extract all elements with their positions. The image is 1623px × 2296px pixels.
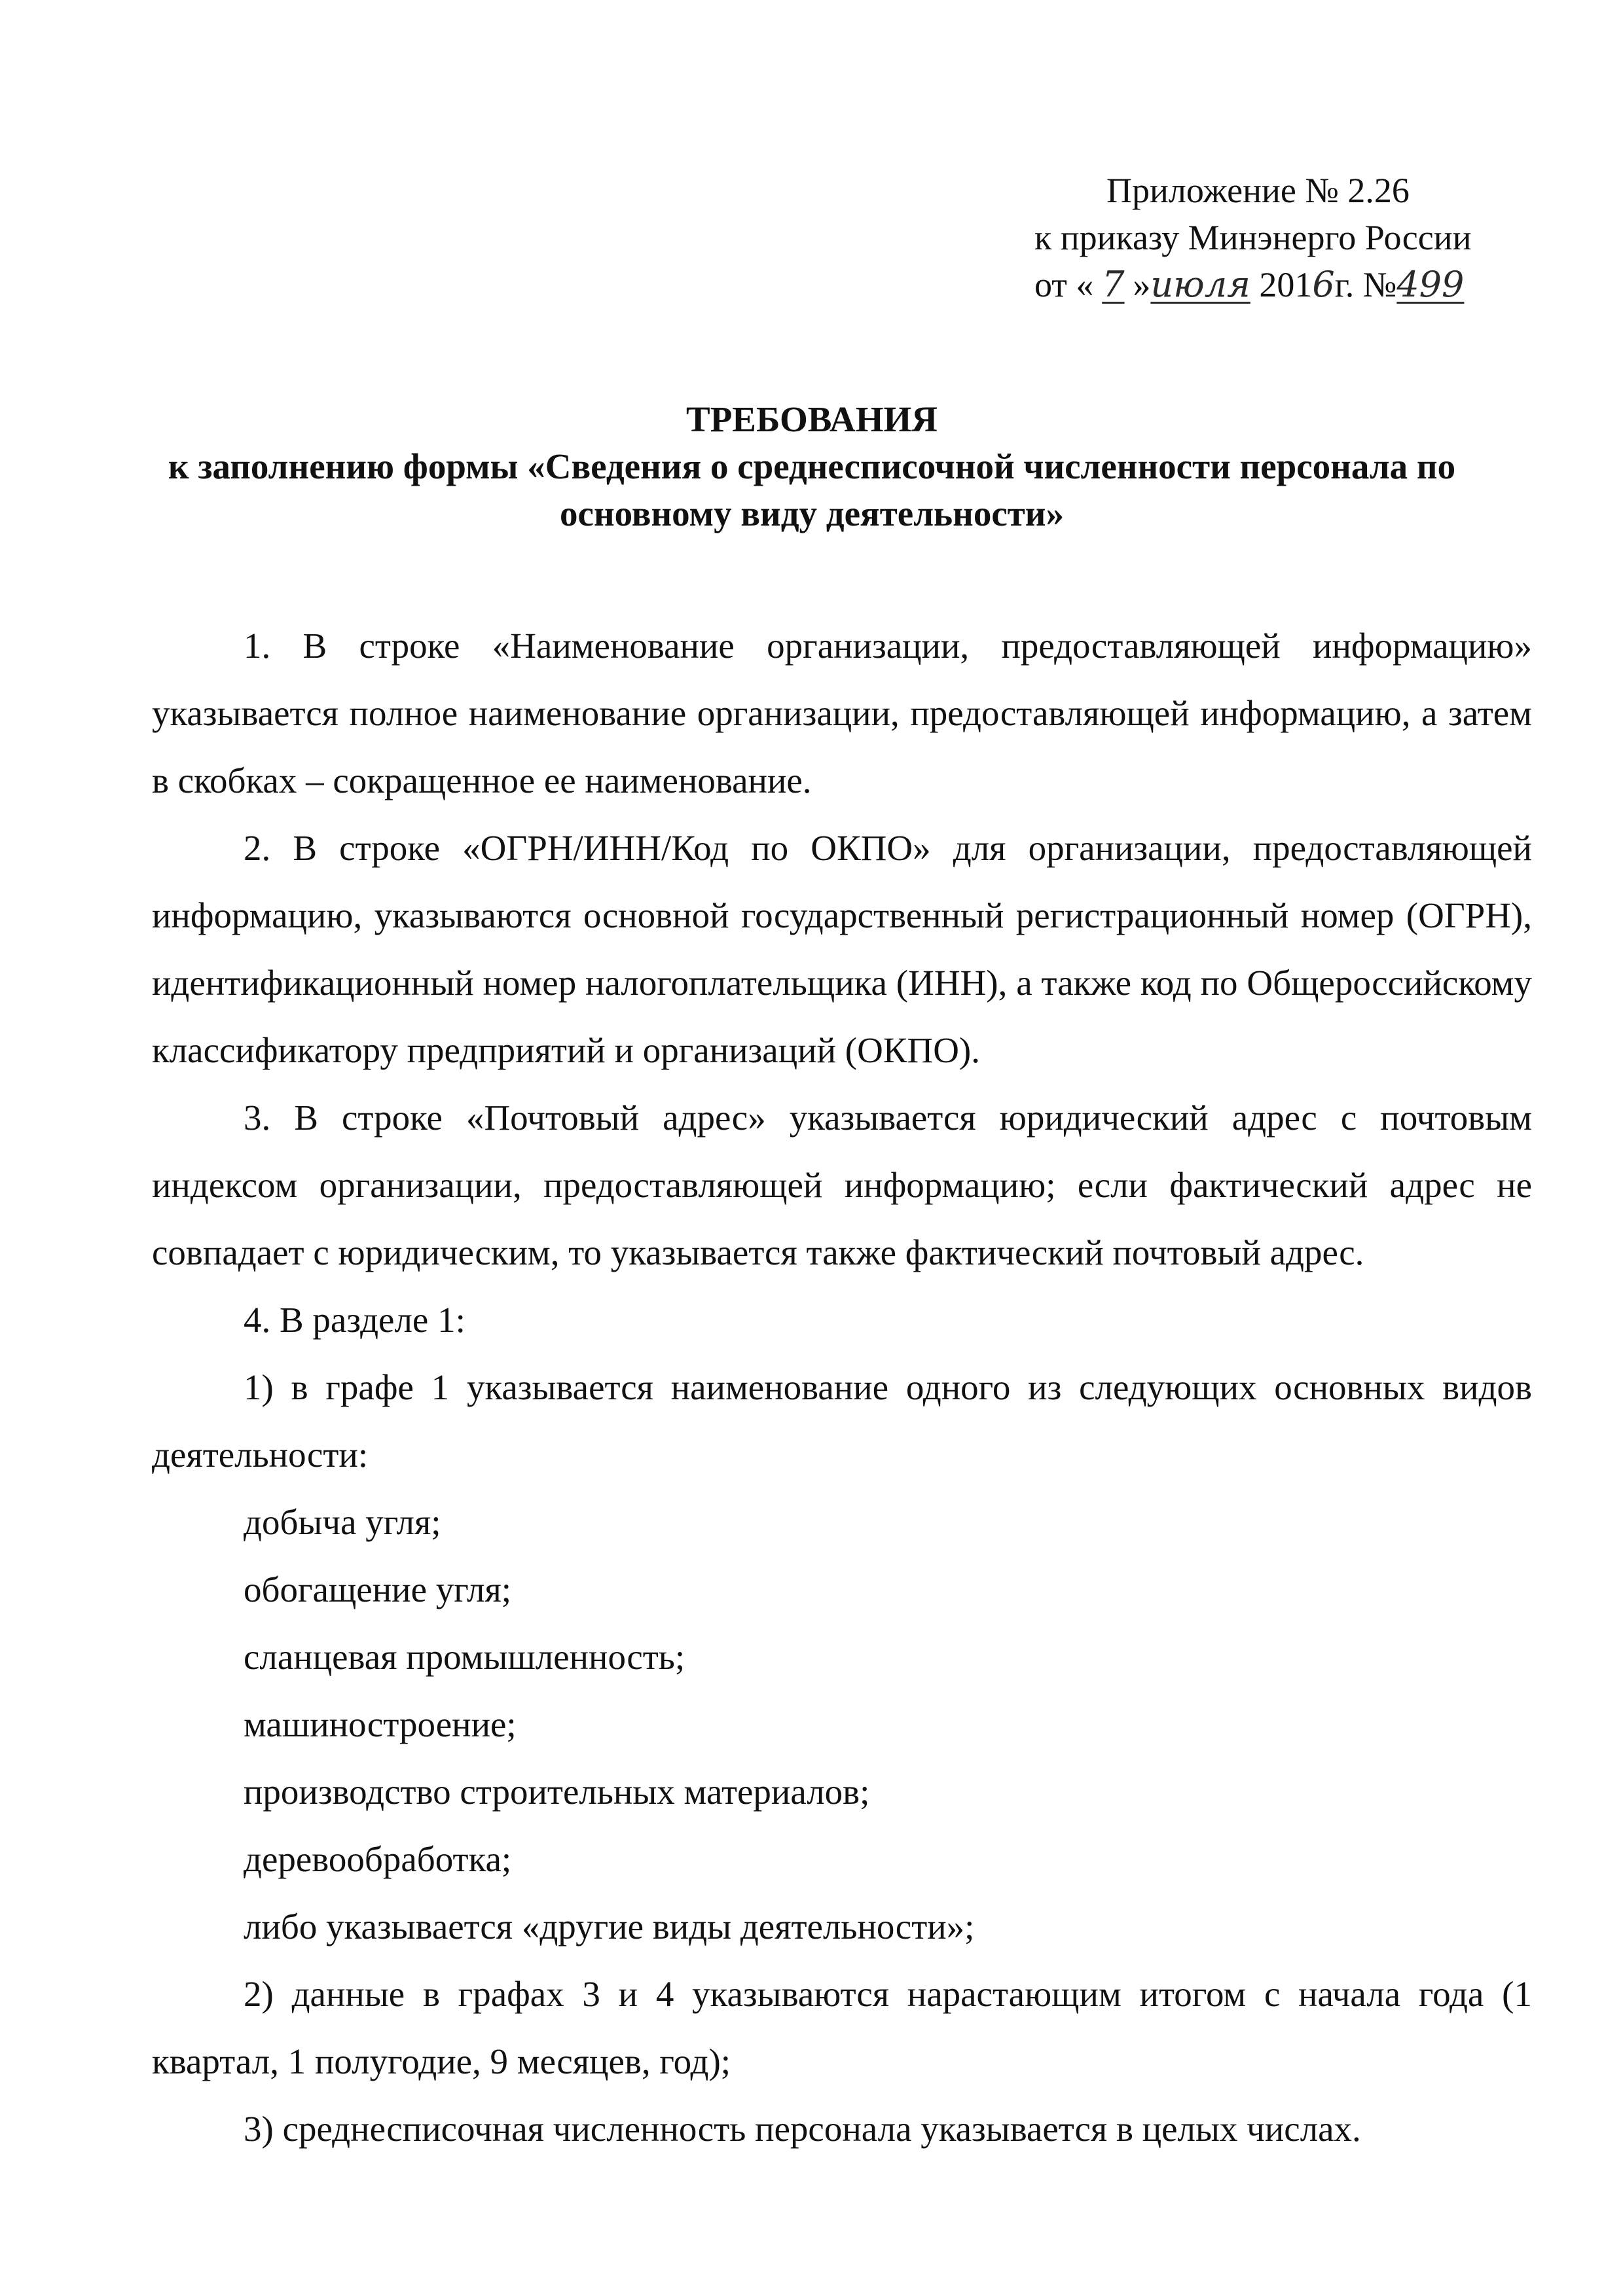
appendix-order-date: [1008, 261, 1519, 308]
date-quote-close: »: [1133, 265, 1151, 304]
year-suffix: г. №: [1334, 265, 1397, 304]
title-main: ТРЕБОВАНИЯ: [686, 399, 938, 439]
appendix-number: Приложение № 2.26: [1106, 171, 1410, 210]
title-subtitle: к заполнению формы «Сведения о среднесписочной численности персонала по основному виду деятельности»: [168, 446, 1456, 533]
activity-item: производство строительных материалов;: [244, 1772, 870, 1812]
appendix-order-ref: к приказу Минэнерго России: [1034, 218, 1472, 257]
document-title: [157, 396, 1467, 537]
activity-item: деревообработка;: [244, 1839, 512, 1879]
date-prefix: от «: [1034, 265, 1094, 304]
activity-item: либо указывается «другие виды деятельности»;: [244, 1907, 975, 1946]
document-body: [152, 612, 1532, 2162]
year-prefix: 201: [1250, 265, 1313, 304]
activity-item: обогащение угля;: [244, 1570, 512, 1609]
paragraph-4-3: 3) среднесписочная численность персонала указывается в целых числах.: [244, 2109, 1361, 2149]
handwritten-day: 7: [1102, 264, 1125, 305]
handwritten-year-digit: 6: [1312, 264, 1335, 305]
activity-item: сланцевая промышленность;: [244, 1637, 685, 1677]
activity-item: добыча угля;: [244, 1502, 441, 1542]
handwritten-month: июля: [1150, 264, 1250, 305]
handwritten-order-number: 499: [1396, 264, 1465, 305]
activity-item: машиностроение;: [244, 1704, 517, 1744]
paragraph-4: 4. В разделе 1:: [244, 1300, 465, 1340]
paragraph-4-2: 2) данные в графах 3 и 4 указываются нарастающим итогом с начала года (1 квартал, 1 полугодие, 9 месяцев, год);: [152, 1974, 1532, 2081]
paragraph-3: 3. В строке «Почтовый адрес» указывается юридический адрес с почтовым индексом организации, предоставляющей информацию; если фактический адрес не совпадает с юридическим, то указывается также фактический почтовый адрес.: [152, 1098, 1532, 1272]
paragraph-2: 2. В строке «ОГРН/ИНН/Код по ОКПО» для организации, предоставляющей информацию, указываются основной государственный регистрационный номер (ОГРН), идентификационный номер налогоплательщика (ИНН), а также код по Общероссийскому классификатору предприятий и организаций (ОКПО).: [152, 828, 1532, 1070]
paragraph-1: 1. В строке «Наименование организации, предоставляющей информацию» указывается полное наименование организации, предоставляющей информацию, а затем в скобках – сокращенное ее наименование.: [152, 626, 1532, 800]
appendix-reference: [1008, 167, 1519, 308]
paragraph-4-1: 1) в графе 1 указывается наименование одного из следующих основных видов деятельности:: [152, 1367, 1532, 1475]
